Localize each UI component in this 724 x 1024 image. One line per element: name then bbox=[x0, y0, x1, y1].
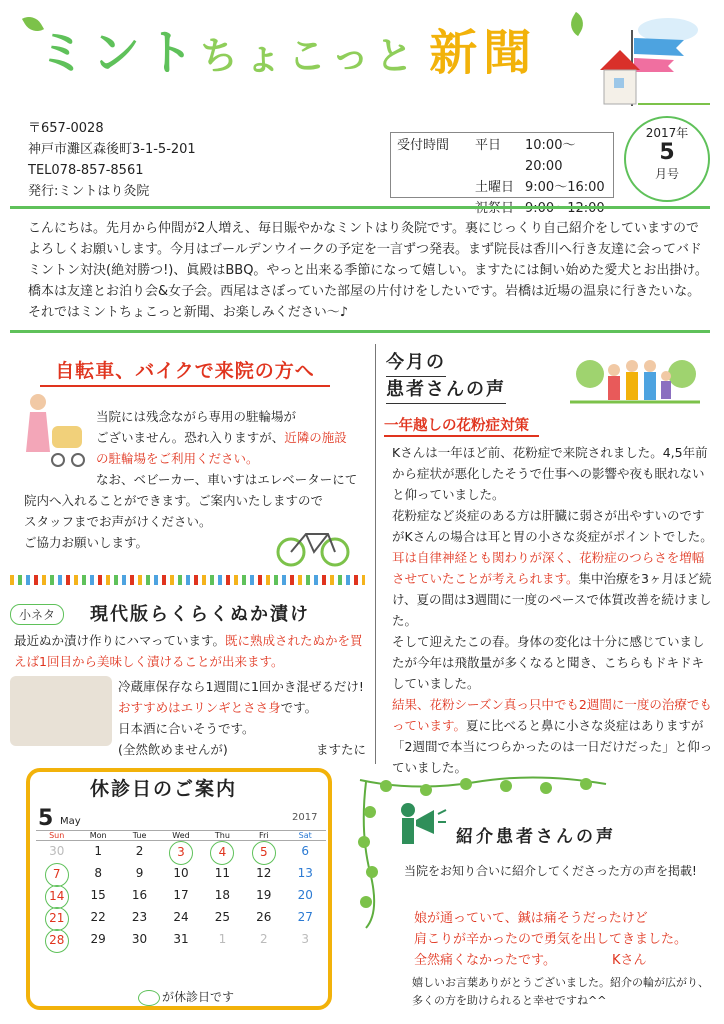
calendar-week: 7 8 9 10 11 12 13 bbox=[36, 863, 326, 885]
bike-section-text: 当院には残念ながら専用の駐輪場が ございません。恐れ入りますが、近隣の施設 の駐輪場をご利用ください。 なお、ベビーカー、車いすはエレベーターにて 院内へ入れることができます。ご案内いたしますので スタッフまでお声がけください。 ご協力お願いします。 bbox=[24, 409, 358, 550]
closed-day: 5 bbox=[252, 841, 276, 865]
issue-month: 5 bbox=[659, 140, 675, 165]
calendar-month-en: May bbox=[60, 816, 81, 827]
closed-day: 3 bbox=[169, 841, 193, 865]
newsletter-title bbox=[38, 14, 537, 83]
referral-text: 当院をお知り合いに紹介してくださった方の声を掲載! bbox=[404, 864, 697, 878]
calendar-year: 2017 bbox=[292, 812, 318, 823]
nuka-title: 現代版らくらくぬか漬け bbox=[90, 604, 310, 625]
house-koinobori-illustration bbox=[598, 10, 712, 108]
title-shinbun: 新聞 bbox=[429, 25, 538, 81]
calendar-week: 30 1 2 3 4 5 6 bbox=[36, 841, 326, 863]
closed-day: 21 bbox=[45, 907, 69, 931]
hours-row: 土曜日 9:00～16:00 bbox=[475, 180, 605, 195]
voice-subtitle: 一年越しの花粉症対策 bbox=[384, 414, 539, 437]
nuka-container-photo bbox=[10, 676, 112, 746]
calendar-weekdays: Sun Mon Tue Wed Thu Fri Sat bbox=[36, 830, 326, 841]
clinic-address bbox=[28, 118, 196, 202]
issue-suffix: 月号 bbox=[654, 167, 679, 181]
divider-line bbox=[10, 330, 710, 333]
calendar-legend: が休診日です bbox=[138, 988, 234, 1006]
calendar-week: 21 22 23 24 25 26 27 bbox=[36, 907, 326, 929]
column-divider bbox=[375, 344, 376, 764]
dotted-divider bbox=[10, 575, 365, 585]
referral-thanks: 嬉しいお言葉ありがとうございました。紹介の輪が広がり、多くの方を助けられると幸せですね^^ bbox=[412, 976, 709, 1007]
street-address: 神戸市灘区森後町3-1-5-201 bbox=[28, 142, 196, 157]
circle-icon bbox=[138, 990, 160, 1006]
calendar-month: 5 bbox=[38, 806, 54, 831]
family-illustration bbox=[570, 352, 700, 412]
leaf-icon bbox=[566, 12, 588, 36]
closed-day: 4 bbox=[210, 841, 234, 865]
divider-line bbox=[10, 206, 710, 209]
referral-title: 紹介患者さんの声 bbox=[456, 827, 616, 847]
closed-day: 7 bbox=[45, 863, 69, 887]
voice-title: 今月の 患者さんの声 bbox=[386, 350, 506, 404]
megaphone-person-icon bbox=[394, 800, 448, 848]
bike-section-title: 自転車、バイクで来院の方へ bbox=[40, 356, 330, 387]
publisher: 発行:ミントはり灸院 bbox=[28, 184, 150, 199]
issue-badge bbox=[624, 116, 710, 202]
quote-author: Kさん bbox=[611, 953, 647, 968]
reception-hours bbox=[390, 132, 614, 198]
bicycle-icon bbox=[276, 524, 350, 568]
hours-row: 受付時間 平日 10:00～20:00 bbox=[397, 138, 576, 174]
title-chokotto: ちょこっと bbox=[200, 34, 420, 78]
issue-year: 2017年 bbox=[645, 126, 689, 140]
nuka-author: ますたに bbox=[315, 742, 366, 757]
topic-tag: 小ネタ bbox=[10, 604, 64, 625]
nuka-body: 冷蔵庫保存なら1週間に1回かき混ぜるだけ! おすすめはエリンギとささ身です。 日本酒に合いそうです。 (全然飲めませんが) ますたに bbox=[118, 676, 376, 760]
referral-quote: 娘が通っていて、鍼は痛そうだったけど 肩こりが辛かったので勇気を出してきました。 全然痛くなかったです。 Kさん bbox=[414, 908, 714, 971]
closed-day: 28 bbox=[45, 929, 69, 953]
title-mint: ミント bbox=[38, 25, 201, 81]
calendar-grid bbox=[36, 830, 326, 951]
voice-body: Kさんは一年ほど前、花粉症で来院されました。4,5年前から症状が悪化したそうで仕事への影響や夜も眠れないと仰っていました。 花粉症など炎症のある方は肝臓に弱さが出やすいのですがKさんの場合は耳と胃の小さな炎症がポイントでした。耳は自律神経とも関わりが深く、花粉症のつらさを増幅させていたことが考えられます。集中治療を3ヶ月ほど続け、夏の間は3週間に一度のペースで体質改善を続けました。 そして迎えたこの春。身体の変化は十分に感じていましたが今年は飛散量が多くなると聞き、こちらもドキドキしていました。 結果、花粉シーズン真っ只中でも2週間に一度の治療でもっています。夏に比べると鼻に小さな炎症はありますが「2週間で本当につらかったのは一日だけだった」と仰っていました。 bbox=[392, 445, 713, 775]
nuka-intro: 最近ぬか漬け作りにハマっています。既に熟成されたぬかを買えば1回目から美味しく漬けることが出来ます。 bbox=[14, 633, 363, 669]
closed-day: 14 bbox=[45, 885, 69, 909]
calendar-week: 28 29 30 31 1 2 3 bbox=[36, 929, 326, 951]
intro-text: こんにちは。先月から仲間が2人増え、毎日賑やかなミントはり灸院です。裏にじっくり自己紹介をしていますのでよろしくお願いします。今月はゴールデンウイークの予定を一言ずつ発表。まず院長は香川へ行き友達に会ってバドミントン対決(絶対勝つ!)、眞殿はBBQ。やっと出来る季節になって嬉しい。ますたには飼い始めた愛犬とお出掛け。橋本は友達とお泊り会&女子会。西尾はさぼっていた部屋の片付けをしたいです。岩橋は近場の温泉に行きたいな。それではミントちょこっと新聞、お楽しみください～♪ bbox=[28, 221, 708, 320]
calendar-week: 14 15 16 17 18 19 20 bbox=[36, 885, 326, 907]
postal-code: 〒657-0028 bbox=[28, 121, 104, 136]
phone-number: TEL078-857-8561 bbox=[28, 163, 144, 178]
calendar-title: 休診日のご案内 bbox=[90, 778, 238, 800]
